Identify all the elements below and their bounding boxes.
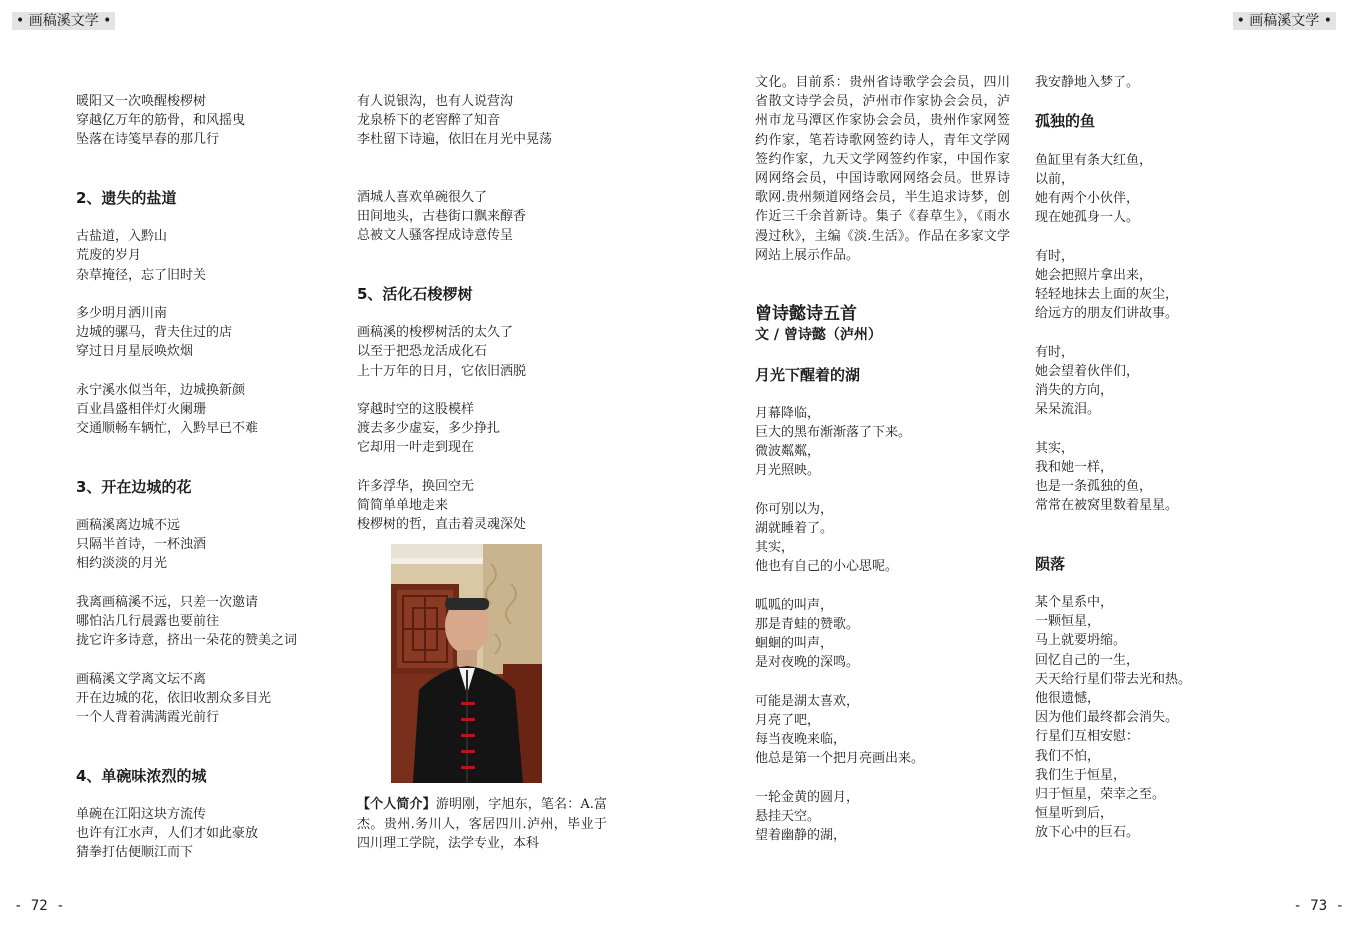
stanza (357, 400, 607, 458)
poem-line: 呆呆流泪。 (1035, 402, 1101, 418)
bio-label: 【个人简介】 (357, 797, 436, 813)
poem-line: 其实， (755, 540, 795, 556)
poem-line: 微波粼粼， (755, 444, 821, 460)
poem-line: 画稿溪文学离文坛不离 (76, 671, 207, 687)
column-4 (1035, 73, 1235, 843)
poem-line: 田间地头，古巷街口飘来醇香 (357, 209, 527, 225)
poem-line: 也是一条孤独的鱼， (1035, 478, 1153, 494)
poem-line: 行星们互相安慰： (1035, 729, 1140, 745)
running-head-left: • 画稿溪文学 • (12, 12, 115, 30)
poem-heading-3: 3、开在边城的花 (76, 477, 192, 496)
poem-line: 有人说银沟，也有人说营沟 (357, 94, 514, 109)
poem-line: 望着幽静的湖， (755, 828, 847, 844)
page-number-left: - 72 - (14, 898, 65, 914)
stanza (755, 788, 1010, 846)
poem-line: 月幕降临， (755, 405, 821, 421)
stanza (755, 500, 1010, 577)
poem-line: 现在她孤身一人。 (1035, 210, 1140, 226)
poem-line: 归于恒星，荣幸之至。 (1035, 787, 1166, 802)
poem-line: 我和她一样， (1035, 459, 1114, 475)
stanza (755, 404, 1010, 481)
stanza (76, 670, 336, 728)
poem-line: 开在边城的花，依旧收割众多目光 (76, 690, 272, 706)
poem-line: 哪怕沾几行晨露也要前往 (76, 613, 220, 629)
stanza (76, 593, 336, 651)
poem-line: 上十万年的日月，它依旧洒脱 (357, 363, 527, 379)
poem-line: 月光照映。 (755, 463, 821, 479)
author-bio-continued: 文化。目前系：贵州省诗歌学会会员，四川省散文诗学会员，泸州市作家协会会员，泸州市龙马潭区作家协会会员，贵州作家网签约作家，笔若诗歌网签约诗人，青年文学网签约作家，九天文学网签约作家，中国作家网网络会员，中国诗歌网网络会员。世界诗歌网.贵州频道网络会员，半生追求诗梦，创作近三千余首新诗。集子《春草生》，《雨水漫过秋》，主编《淡.生活》。作品在多家文学网站上展示作品。 (755, 75, 1010, 263)
poem-line: 天天给行星们带去光和热。 (1035, 671, 1192, 687)
poem-line: 拢它许多诗意，挤出一朵花的赞美之词 (76, 633, 298, 649)
poem-line: 给远方的朋友们讲故事。 (1035, 306, 1179, 322)
poem-line: 渡去多少虚妄，多少挣扎 (357, 421, 501, 437)
poem-line: 画稿溪离边城不远 (76, 517, 181, 533)
poem-line: 我安静地入梦了。 (1035, 75, 1140, 90)
poem-line: 因为他们最终都会消失。 (1035, 710, 1179, 726)
poem-line: 杂草掩径，忘了旧时关 (76, 267, 207, 283)
poem-line: 坠落在诗笺早春的那几行 (76, 132, 220, 148)
stanza (357, 323, 607, 381)
stanza (1035, 247, 1235, 324)
stanza (755, 596, 1010, 673)
feature-byline: 文 / 曾诗懿（泸州） (755, 327, 882, 344)
poem-title-2: 孤独的鱼 (1035, 112, 1096, 131)
poem-line: 恒星听到后， (1035, 806, 1114, 822)
stanza (755, 692, 1010, 769)
poem-line: 一颗恒星， (1035, 614, 1101, 630)
poem-line: 画稿溪的梭椤树活的太久了 (357, 325, 514, 341)
poem-line: 我们生于恒星， (1035, 767, 1127, 783)
poem-line: 酒城人喜欢单碗很久了 (357, 190, 488, 205)
poem-line: 他很遗憾， (1035, 690, 1101, 706)
poem-line: 单碗在江阳这块方流传 (76, 806, 207, 822)
poem-title-1: 月光下醒着的湖 (755, 365, 861, 384)
poem-line: 猜拳打估便顺江而下 (76, 845, 194, 861)
poem-line: 交通顺畅车辆忙，入黔早已不难 (76, 421, 259, 437)
poem-line: 鱼缸里有条大红鱼， (1035, 152, 1153, 168)
poem-line: 龙泉桥下的老窖醉了知音 (357, 113, 501, 129)
poem-line: 回忆自己的一生， (1035, 652, 1140, 668)
poem-line: 暖阳又一次唤醒梭椤树 (76, 94, 207, 109)
column-1 (76, 92, 336, 862)
poem-line: 穿越时空的这股模样 (357, 401, 475, 417)
poem-line: 她有两个小伙伴， (1035, 190, 1140, 206)
poem-line: 相约淡淡的月光 (76, 556, 168, 572)
poem-line: 以至于把恐龙活成化石 (357, 344, 488, 360)
poem-line: 悬挂天空。 (755, 809, 821, 824)
poem-line: 马上就要坍缩。 (1035, 633, 1127, 649)
poem-line: 蛔蛔的叫声， (755, 636, 834, 652)
poem-title-3: 陨落 (1035, 554, 1066, 573)
poem-line: 巨大的黑布渐渐落了下来。 (755, 425, 912, 440)
poem-line: 穿过日月星辰唤炊烟 (76, 344, 194, 360)
poem-line: 你可别以为， (755, 501, 834, 517)
poem-line: 可能是湖太喜欢， (755, 693, 860, 709)
poem-line: 许多浮华，换回空无 (357, 478, 475, 494)
poem-heading-2: 2、遗失的盐道 (76, 189, 177, 207)
poem-line: 它却用一叶走到现在 (357, 440, 475, 456)
stanza (1035, 343, 1235, 420)
poem-line: 百业昌盛相伴灯火阑珊 (76, 401, 207, 417)
column-3 (755, 73, 1010, 845)
author-bio (357, 795, 607, 853)
stanza (76, 516, 336, 574)
poem-line: 边城的骡马，背夫住过的店 (76, 325, 233, 341)
poem-line: 永宁溪水似当年，边城换新颜 (76, 382, 246, 398)
poem-line: 呱呱的叫声， (755, 597, 834, 613)
poem-line: 其实， (1035, 440, 1075, 456)
stanza (357, 477, 607, 535)
stanza (76, 381, 336, 439)
poem-line: 以前， (1035, 171, 1075, 187)
poem-line: 梭椤树的哲，直击着灵魂深处 (357, 517, 527, 533)
poem-line: 一轮金黄的圆月， (755, 789, 860, 805)
poem-line: 常常在被窝里数着星星。 (1035, 498, 1179, 514)
stanza (357, 188, 607, 246)
author-portrait-photo (391, 544, 542, 783)
poem-line: 他也有自己的小心思呢。 (755, 559, 899, 575)
poem-line: 她会把照片拿出来， (1035, 267, 1153, 283)
poem-line: 李杜留下诗遍，依旧在月光中晃荡 (357, 132, 553, 148)
poem-line: 是对夜晚的深鸣。 (755, 655, 860, 671)
stanza (1035, 439, 1235, 516)
poem-line: 月亮了吧， (755, 713, 821, 728)
page-number-right: - 73 - (1293, 898, 1344, 914)
stanza (76, 227, 336, 285)
poem-line: 多少明月洒川南 (76, 305, 168, 321)
poem-line: 有时， (1035, 344, 1075, 360)
bio-text: 游明刚，字旭东，笔名：A.富杰。贵州.务川人，客居四川.泸州，毕业于四川理工学院，法学专业，本科 (357, 797, 607, 851)
poem-line: 某个星系中， (1035, 594, 1114, 610)
poem-line: 那是青蛙的赞歌。 (755, 617, 860, 632)
poem-line: 有时， (1035, 248, 1075, 264)
feature-title: 曾诗懿诗五首 (755, 304, 857, 325)
poem-heading-4: 4、单碗味浓烈的城 (76, 766, 207, 785)
poem-line: 他总是第一个把月亮画出来。 (755, 751, 925, 767)
poem-line: 总被文人骚客捏成诗意传呈 (357, 228, 514, 244)
poem-line: 穿越亿万年的筋骨，和风摇曳 (76, 113, 246, 129)
poem-line: 她会望着伙伴们， (1035, 363, 1140, 379)
stanza (357, 92, 607, 150)
poem-line: 轻轻地抹去上面的灰尘， (1035, 286, 1179, 302)
poem-line: 一个人背着满满霞光前行 (76, 709, 220, 725)
poem-line: 放下心中的巨石。 (1035, 825, 1140, 841)
poem-line: 我离画稿溪不远，只差一次邀请 (76, 594, 259, 610)
stanza (76, 304, 336, 362)
poem-line: 每当夜晚来临， (755, 732, 847, 748)
poem-line: 只隔半首诗，一杯浊酒 (76, 537, 207, 553)
column-2 (357, 92, 607, 853)
stanza (1035, 593, 1235, 843)
stanza (76, 805, 336, 863)
stanza (76, 92, 336, 150)
poem-line: 古盐道，入黔山 (76, 229, 168, 245)
poem-line: 湖就睡着了。 (755, 521, 834, 536)
poem-heading-5: 5、活化石梭椤树 (357, 285, 473, 303)
poem-line: 荒废的岁月 (76, 248, 142, 264)
poem-line: 也许有江水声，人们才如此豪放 (76, 825, 259, 841)
stanza (1035, 151, 1235, 228)
running-head-right: • 画稿溪文学 • (1233, 12, 1336, 30)
poem-line: 消失的方向， (1035, 382, 1114, 398)
poem-line: 简简单单地走来 (357, 497, 449, 513)
poem-line: 我们不怕， (1035, 748, 1101, 764)
